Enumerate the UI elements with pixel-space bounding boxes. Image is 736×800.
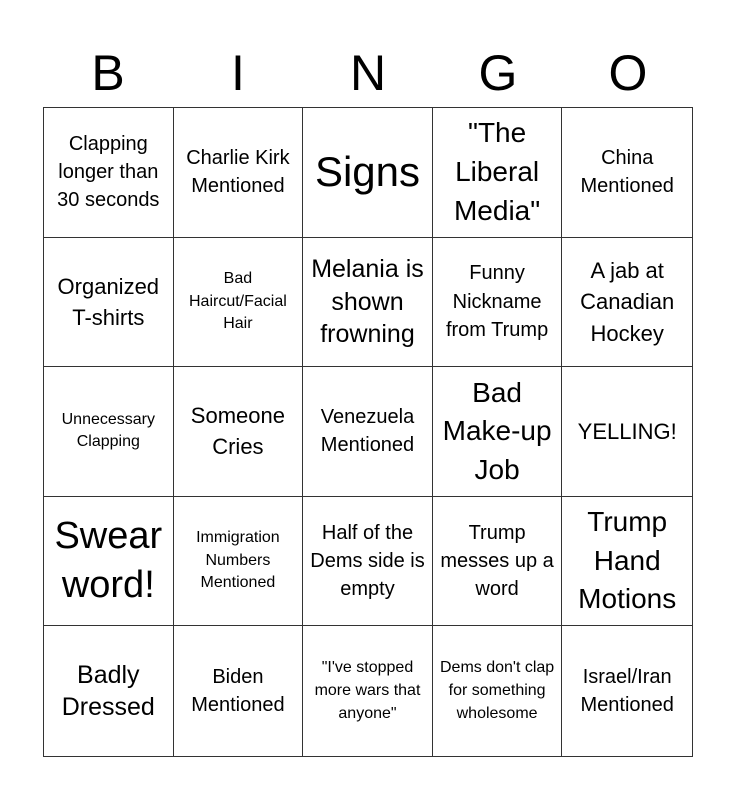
bingo-cell[interactable] xyxy=(303,626,433,756)
bingo-cell[interactable] xyxy=(44,626,174,756)
cell-text: Charlie Kirk Mentioned xyxy=(186,146,290,198)
bingo-cell[interactable] xyxy=(562,626,692,756)
bingo-cell[interactable] xyxy=(44,497,174,627)
header-letter-o: O xyxy=(608,45,648,101)
cell-text: Badly Dressed xyxy=(61,660,155,722)
cell-text: Clapping longer than 30 seconds xyxy=(57,132,160,212)
bingo-board xyxy=(43,107,693,757)
cell-text: Israel/Iran Mentioned xyxy=(580,665,674,717)
cell-text: Dems don't clap for something wholesome xyxy=(439,659,555,722)
cell-text: Organized T-shirts xyxy=(57,273,160,330)
cell-text: Venezuela Mentioned xyxy=(320,406,415,457)
bingo-cell[interactable] xyxy=(44,238,174,368)
cell-text: YELLING! xyxy=(577,418,677,444)
bingo-cell[interactable] xyxy=(44,367,174,497)
bingo-cell[interactable] xyxy=(562,497,692,627)
cell-text: Trump Hand Motions xyxy=(578,506,677,615)
bingo-cell[interactable] xyxy=(303,108,433,238)
bingo-cell[interactable] xyxy=(433,108,563,238)
bingo-cell[interactable] xyxy=(433,626,563,756)
cell-text: "I've stopped more wars that anyone" xyxy=(314,659,421,722)
bingo-cell[interactable] xyxy=(433,238,563,368)
header-letter-n: N xyxy=(349,45,387,101)
cell-text: A jab at Canadian Hockey xyxy=(580,258,675,346)
bingo-cell[interactable] xyxy=(433,367,563,497)
cell-text: Unnecessary Clapping xyxy=(61,410,155,451)
bingo-cell[interactable] xyxy=(174,497,304,627)
header-letter-i: I xyxy=(231,45,245,101)
cell-text: Signs xyxy=(314,148,421,196)
bingo-cell[interactable] xyxy=(303,367,433,497)
cell-text: Biden Mentioned xyxy=(191,665,285,717)
bingo-cell[interactable] xyxy=(174,238,304,368)
cell-text: Bad Make-up Job xyxy=(442,376,552,485)
cell-text: Trump messes up a word xyxy=(440,521,554,601)
cell-text: Someone Cries xyxy=(190,403,285,460)
bingo-cell[interactable] xyxy=(303,497,433,627)
header-letter-g: G xyxy=(478,45,518,101)
cell-text: Immigration Numbers Mentioned xyxy=(196,529,280,592)
cell-text: Melania is shown frowning xyxy=(311,255,424,349)
bingo-header xyxy=(43,38,693,108)
bingo-cell[interactable] xyxy=(562,238,692,368)
bingo-cell[interactable] xyxy=(44,108,174,238)
cell-text: China Mentioned xyxy=(580,146,674,198)
bingo-cell[interactable] xyxy=(174,626,304,756)
cell-text: Funny Nickname from Trump xyxy=(445,262,549,342)
cell-text: Swear word! xyxy=(54,515,163,607)
bingo-cell[interactable] xyxy=(562,108,692,238)
cell-text: Half of the Dems side is empty xyxy=(310,521,425,601)
bingo-cell[interactable] xyxy=(174,108,304,238)
bingo-cell[interactable] xyxy=(303,238,433,368)
cell-text: Bad Haircut/Facial Hair xyxy=(188,269,287,333)
header-letter-b: B xyxy=(91,45,125,101)
bingo-cell[interactable] xyxy=(433,497,563,627)
bingo-cell[interactable] xyxy=(562,367,692,497)
cell-text: "The Liberal Media" xyxy=(453,117,541,226)
bingo-cell[interactable] xyxy=(174,367,304,497)
